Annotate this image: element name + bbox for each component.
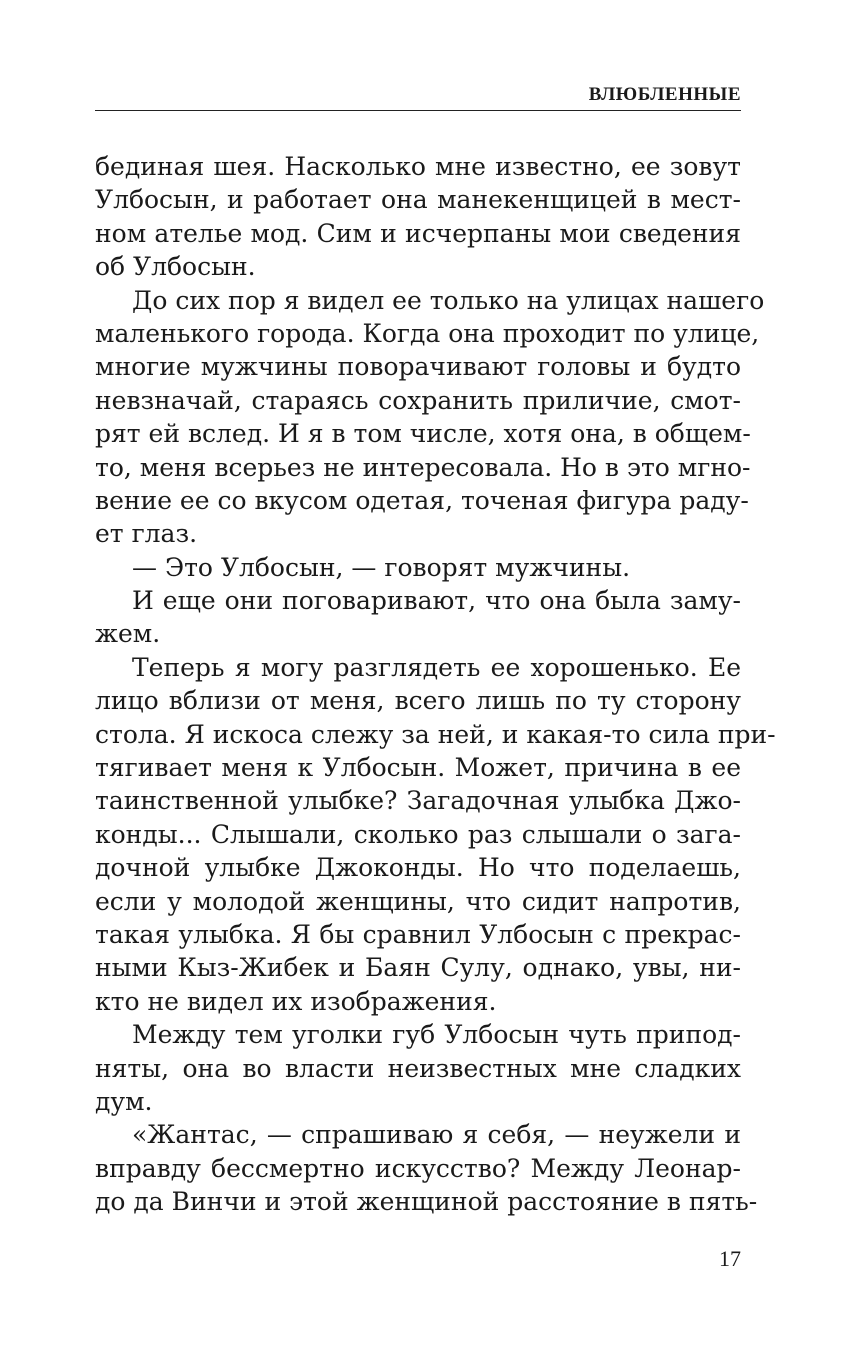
text-line: конды... Слышали, сколько раз слышали о зага-	[95, 819, 741, 849]
text-line: тягивает меня к Улбосын. Может, причина в ее	[95, 753, 741, 783]
text-line: дум.	[95, 1086, 153, 1116]
text-line: многие мужчины поворачивают головы и будто	[95, 352, 741, 382]
text-line: — Это Улбосын, — говорят мужчины.	[132, 552, 631, 582]
text-line: И еще они поговаривают, что она была заму-	[132, 586, 741, 616]
text-line: кто не видел их изображения.	[95, 986, 497, 1016]
text-line: об Улбосын.	[95, 252, 256, 282]
text-line: «Жантас, — спрашиваю я себя, — неужели и	[132, 1120, 741, 1150]
text-line: стола. Я искоса слежу за ней, и какая-то сила при-	[95, 719, 776, 749]
text-line: вправду бессмертно искусство? Между Леонар-	[95, 1153, 741, 1183]
text-line: если у молодой женщины, что сидит напротив,	[95, 886, 741, 916]
body-text	[95, 150, 776, 1219]
page-number: 17	[719, 1246, 741, 1271]
text-line: такая улыбка. Я бы сравнил Улбосын с прекрас-	[95, 919, 741, 949]
text-line: жем.	[95, 619, 161, 649]
text-line: Между тем уголки губ Улбосын чуть припод-	[132, 1020, 741, 1050]
text-line: рят ей вслед. И я в том числе, хотя она, в общем-	[95, 419, 751, 449]
text-line: маленького города. Когда она проходит по улице,	[95, 318, 760, 348]
text-line: бединая шея. Насколько мне известно, ее зовут	[95, 152, 741, 181]
text-line: ном ателье мод. Сим и исчерпаны мои сведения	[95, 218, 741, 248]
running-title: ВЛЮБЛЕННЫЕ	[588, 84, 741, 105]
header-rule	[95, 110, 741, 111]
text-line: дочной улыбке Джоконды. Но что поделаешь,	[95, 853, 741, 883]
text-line: До сих пор я видел ее только на улицах нашего	[132, 285, 765, 315]
text-line: ными Кыз-Жибек и Баян Сулу, однако, увы, ни-	[95, 953, 741, 983]
text-line: Улбосын, и работает она манекенщицей в мест-	[95, 185, 741, 215]
text-line: ет глаз.	[95, 519, 198, 549]
text-line: то, меня всерьез не интересовала. Но в это мгно-	[95, 452, 751, 482]
text-line: до да Винчи и этой женщиной расстояние в пять-	[95, 1187, 758, 1217]
text-line: вение ее со вкусом одетая, точеная фигура раду-	[95, 485, 749, 515]
text-line: таинственной улыбке? Загадочная улыбка Джо-	[95, 786, 741, 816]
text-line: невзначай, стараясь сохранить приличие, смот-	[95, 385, 741, 415]
text-line: Теперь я могу разглядеть ее хорошенько. Ее	[132, 652, 741, 682]
text-line: лицо вблизи от меня, всего лишь по ту сторону	[95, 686, 741, 716]
text-line: няты, она во власти неизвестных мне сладких	[95, 1053, 741, 1083]
